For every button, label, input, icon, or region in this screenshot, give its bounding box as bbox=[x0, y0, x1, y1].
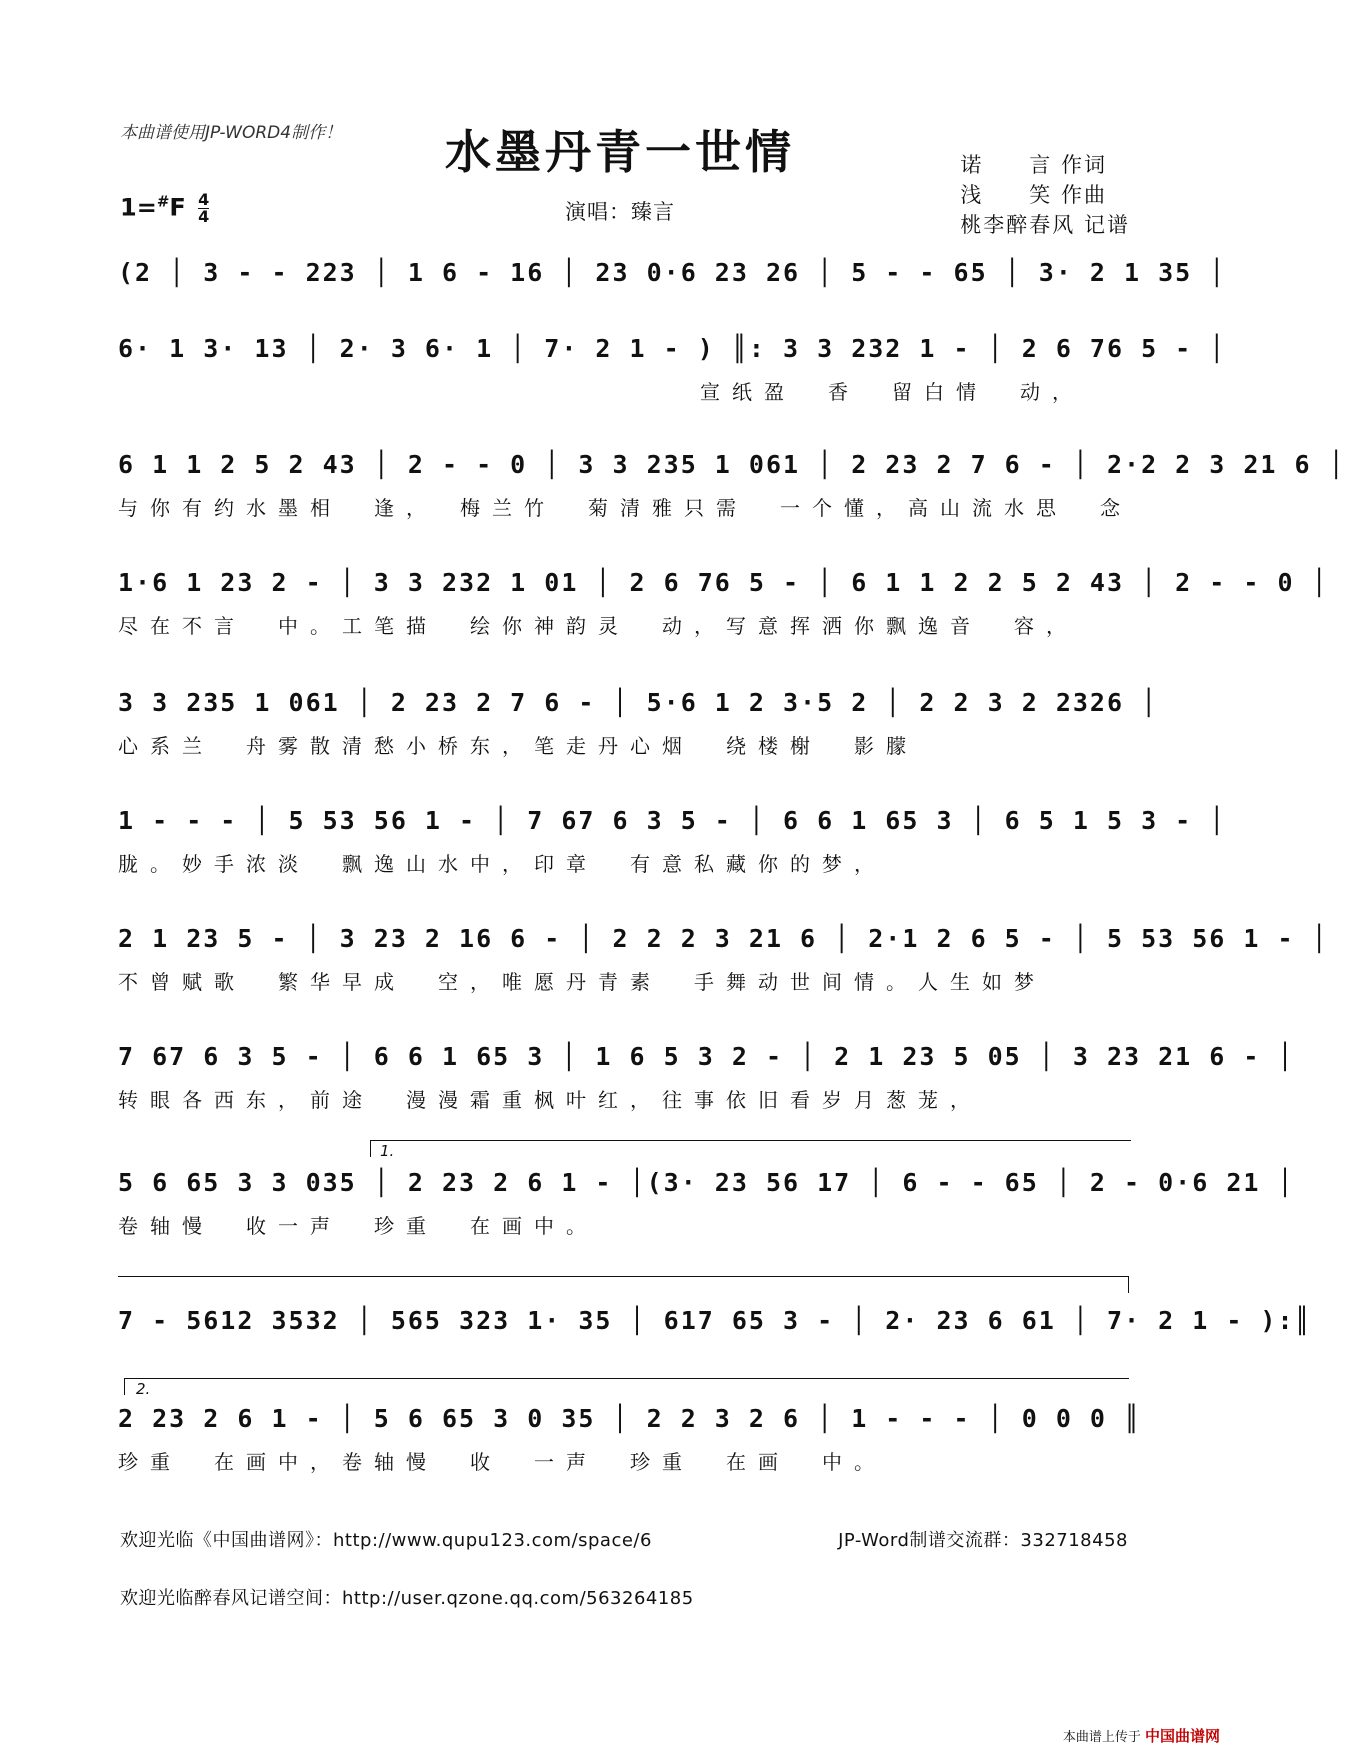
lyric-line-7: 不曾赋歌 繁华早成 空，唯愿丹青素 手舞动世间情。人生如梦 bbox=[118, 970, 1046, 994]
key-sharp: # bbox=[156, 192, 170, 211]
volta-label-1: 1. bbox=[380, 1142, 395, 1160]
lyric-line-9: 卷轴慢 收一声 珍重 在画中。 bbox=[118, 1214, 598, 1238]
time-top: 4 bbox=[198, 190, 210, 209]
score-line-5: 3 3 235 1 061 │ 2 23 2 7 6 - │ 5·6 1 2 3·5 2 │ 2 2 3 2 2326 │ bbox=[118, 688, 1159, 717]
song-title: 水墨丹青一世情 bbox=[445, 125, 795, 179]
volta-bracket-1 bbox=[370, 1140, 1131, 1157]
upload-badge bbox=[1063, 1725, 1220, 1746]
score-line-8: 7 67 6 3 5 - │ 6 6 1 65 3 │ 1 6 5 3 2 - │ 2 1 23 5 05 │ 3 23 21 6 - │ bbox=[118, 1042, 1295, 1071]
lyric-line-2: 宣纸盈 香 留白情 动， bbox=[700, 380, 1084, 404]
time-bottom: 4 bbox=[198, 207, 210, 226]
time-signature bbox=[198, 192, 209, 225]
score-line-11: 2 23 2 6 1 - │ 5 6 65 3 0 35 │ 2 2 3 2 6 │ 1 - - - │ 0 0 0 ║ bbox=[118, 1404, 1142, 1433]
lyric-line-4: 尽在不言 中。工笔描 绘你神韵灵 动，写意挥洒你飘逸音 容， bbox=[118, 614, 1078, 638]
composer-credit: 浅 笑 作曲 bbox=[960, 183, 1107, 207]
footer-site-link[interactable]: 欢迎光临《中国曲谱网》：http://www.qupu123.com/space/6 bbox=[120, 1530, 652, 1551]
lyric-line-6: 胧。妙手浓淡 飘逸山水中，印章 有意私藏你的梦， bbox=[118, 852, 886, 876]
score-line-6: 1 - - - │ 5 53 56 1 - │ 7 67 6 3 5 - │ 6 6 1 65 3 │ 6 5 1 5 3 - │ bbox=[118, 806, 1227, 835]
lyric-line-5: 心系兰 舟雾散清愁小桥东，笔走丹心烟 绕楼榭 影朦 bbox=[118, 734, 918, 758]
credits-block bbox=[960, 150, 1130, 240]
score-line-1: (2 │ 3 - - 223 │ 1 6 - 16 │ 23 0·6 23 26 │ 5 - - 65 │ 3· 2 1 35 │ bbox=[118, 258, 1227, 287]
singer-credit: 演唱：臻言 bbox=[565, 200, 675, 224]
brand-logo: 中国曲谱网 bbox=[1144, 1727, 1220, 1745]
key-prefix: 1= bbox=[120, 193, 157, 222]
lyric-line-3: 与你有约水墨相 逢， 梅兰竹 菊清雅只需 一个懂，高山流水思 念 bbox=[118, 496, 1132, 520]
score-line-4: 1·6 1 23 2 - │ 3 3 232 1 01 │ 2 6 76 5 - │ 6 1 1 2 2 5 2 43 │ 2 - - 0 │ bbox=[118, 568, 1329, 597]
transcriber-credit: 桃李醉春风 记谱 bbox=[960, 213, 1130, 237]
footer-group: JP-Word制谱交流群：332718458 bbox=[838, 1530, 1128, 1551]
lyric-line-8: 转眼各西东，前途 漫漫霜重枫叶红，往事依旧看岁月葱茏， bbox=[118, 1088, 982, 1112]
key-signature bbox=[120, 192, 209, 225]
score-line-3: 6 1 1 2 5 2 43 │ 2 - - 0 │ 3 3 235 1 061 │ 2 23 2 7 6 - │ 2·2 2 3 21 6 │ bbox=[118, 450, 1346, 479]
volta-continuation bbox=[118, 1276, 1129, 1293]
score-line-10: 7 - 5612 3532 │ 565 323 1· 35 │ 617 65 3 - │ 2· 23 6 61 │ 7· 2 1 - ):║ bbox=[118, 1306, 1312, 1335]
volta-label-2: 2. bbox=[136, 1380, 151, 1398]
score-line-7: 2 1 23 5 - │ 3 23 2 16 6 - │ 2 2 2 3 21 6 │ 2·1 2 6 5 - │ 5 53 56 1 - │ bbox=[118, 924, 1329, 953]
key-letter: F bbox=[169, 193, 186, 222]
score-line-9: 5 6 65 3 3 035 │ 2 23 2 6 1 - │(3· 23 56 17 │ 6 - - 65 │ 2 - 0·6 21 │ bbox=[118, 1168, 1295, 1197]
score-line-2: 6· 1 3· 13 │ 2· 3 6· 1 │ 7· 2 1 - ) ║: 3 3 232 1 - │ 2 6 76 5 - │ bbox=[118, 334, 1227, 363]
software-note: 本曲谱使用JP-WORD4制作！ bbox=[120, 123, 343, 143]
footer-space-link[interactable]: 欢迎光临醉春风记谱空间：http://user.qzone.qq.com/563264185 bbox=[120, 1588, 694, 1609]
lyric-line-11: 珍重 在画中，卷轴慢 收 一声 珍重 在画 中。 bbox=[118, 1450, 886, 1474]
volta-bracket-2 bbox=[124, 1378, 1129, 1395]
lyricist-credit: 诺 言 作词 bbox=[960, 153, 1107, 177]
upload-prefix: 本曲谱上传于 bbox=[1062, 1730, 1141, 1745]
